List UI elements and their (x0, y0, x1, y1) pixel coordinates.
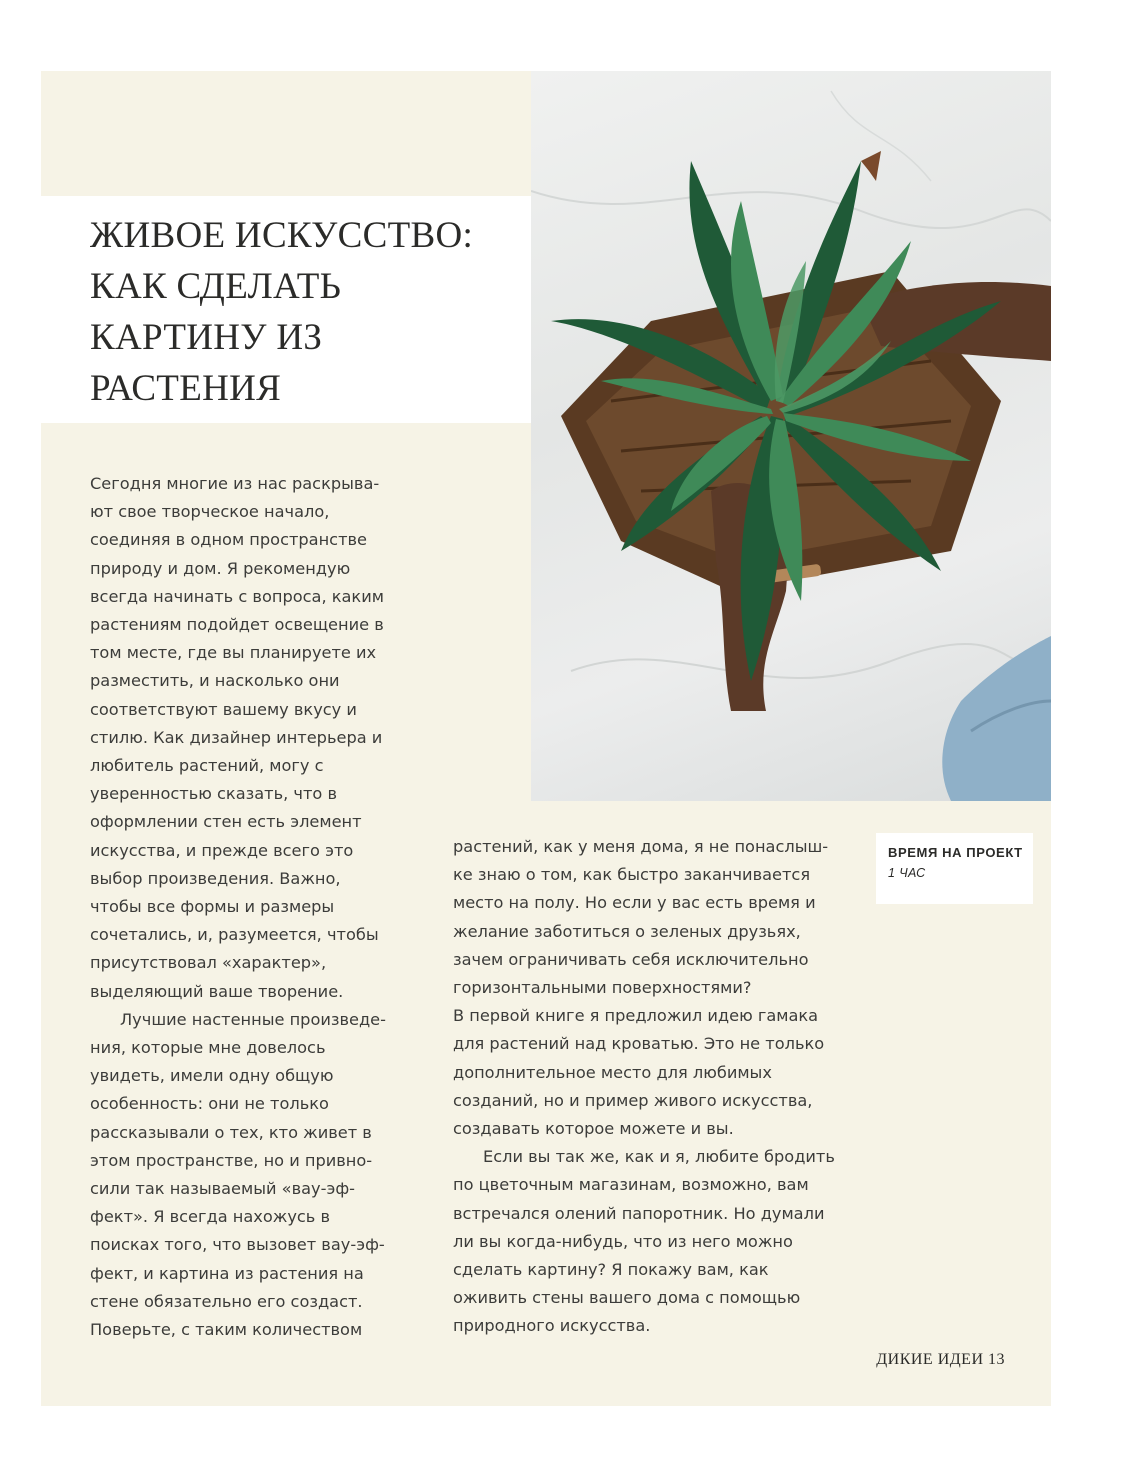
paragraph: растений, как у меня дома, я не понаслыш- ке знаю о том, как быстро заканчивается место на полу. Но если у вас есть время и желание заботиться о зеленых друзьях, зачем ограничивать себя исключительно горизонтальными поверхностями? В первой книге я предложил идею гамака для растений над кроватью. Это не только дополнительное место для любимых созданий, но и пример живого искусства, создавать которое можете и вы. (453, 837, 829, 1139)
body-column-left (90, 470, 420, 1344)
body-column-right (453, 833, 853, 1341)
paragraph: Если вы так же, как и я, любите бродить по цветочным магазинам, возможно, вам встречался олений папоротник. Но думали ли вы когда-нибудь, что из него можно сделать картину? Я покажу вам, как оживить стены вашего дома с помощью природного искусства. (453, 1147, 835, 1336)
article-title: ЖИВОЕ ИСКУССТВО: КАК СДЕЛАТЬ КАРТИНУ ИЗ РАСТЕНИЯ (90, 215, 474, 409)
project-time-label: ВРЕМЯ НА ПРОЕКТ (888, 845, 1023, 860)
paragraph: Сегодня многие из нас раскрыва- ют свое творческое начало, соединяя в одном пространстве природу и дом. Я рекомендую всегда начинать с вопроса, каким растениям подойдет освещение в том месте, где вы планируете их разместить, и насколько они соответствуют вашему вкусу и стилю. Как дизайнер интерьера и любитель растений, могу с уверенностью сказать, что в оформлении стен есть элемент искусства, и прежде всего это выбор произведения. Важно, чтобы все формы и размеры сочетались, и, разумеется, чтобы присутствовал «характер», выделяющий ваше творение. (90, 474, 384, 1001)
project-time-value: 1 ЧАС (888, 866, 926, 880)
fern-illustration (531, 71, 1051, 801)
paragraph: Лучшие настенные произведе- ния, которые мне довелось увидеть, имели одну общую особенность: они не только рассказывали о тех, кто живет в этом пространстве, но и привно- сили так называемый «вау-эф- фект». Я всегда нахожусь в поисках того, что вызовет вау-эф- фект, и картина из растения на стене обязательно его создаст. Поверьте, с таким количеством (90, 1009, 386, 1340)
fern-photo (531, 71, 1051, 801)
page-footer (876, 1351, 1005, 1369)
running-title: ДИКИЕ ИДЕИ (876, 1351, 984, 1368)
page-number: 13 (988, 1351, 1005, 1368)
